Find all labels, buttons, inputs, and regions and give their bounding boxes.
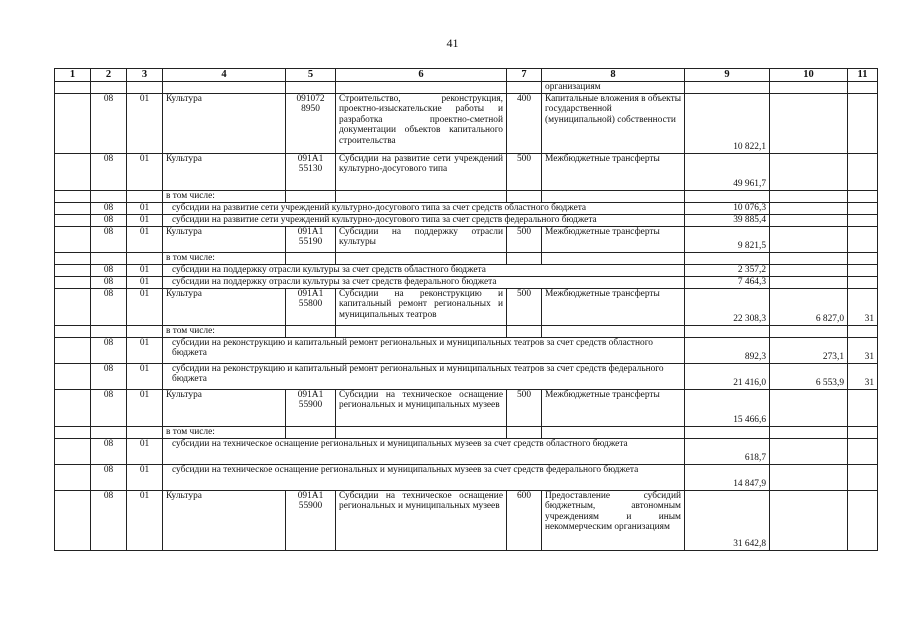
cell-sub-item: субсидии на развитие сети учреждений культурно-досугового типа за счет средств федерального бюджета	[163, 214, 685, 226]
cell-subsection: 01	[127, 389, 163, 426]
cell	[848, 93, 878, 153]
table-row	[55, 389, 878, 426]
cell-target-code: 091A1 55900	[286, 389, 336, 426]
cell	[770, 252, 848, 264]
cell-name: Культура	[163, 389, 286, 426]
cell-amount-col10: 273,1	[770, 337, 848, 363]
cell-name: Культура	[163, 288, 286, 325]
cell	[55, 264, 91, 276]
cell-description: Субсидии на реконструкцию и капитальный ремонт региональных и муниципальных театров	[336, 288, 507, 325]
cell-amount: 39 885,4	[685, 214, 770, 226]
cell	[848, 426, 878, 438]
cell	[55, 214, 91, 226]
cell	[336, 82, 507, 94]
cell	[55, 325, 91, 337]
cell-expense-type: Капитальные вложения в объекты государственной (муниципальной) собственности	[542, 93, 685, 153]
cell-col11: 31	[848, 363, 878, 389]
cell-amount: 7 464,3	[685, 276, 770, 288]
cell	[55, 226, 91, 252]
cell-section: 08	[91, 202, 127, 214]
table-row	[55, 276, 878, 288]
table-row	[55, 288, 878, 325]
column-header: 7	[507, 69, 542, 82]
cell	[55, 438, 91, 464]
cell	[542, 190, 685, 202]
cell	[848, 226, 878, 252]
cell-target-code: 091072 8950	[286, 93, 336, 153]
column-header: 2	[91, 69, 127, 82]
table-row	[55, 82, 878, 94]
cell	[848, 202, 878, 214]
cell-amount: 49 961,7	[685, 153, 770, 190]
cell	[770, 464, 848, 490]
cell-target-code: 091A1 55190	[286, 226, 336, 252]
cell-section: 08	[91, 363, 127, 389]
cell	[55, 426, 91, 438]
column-header: 9	[685, 69, 770, 82]
cell	[770, 426, 848, 438]
cell	[848, 82, 878, 94]
column-header: 5	[286, 69, 336, 82]
table-row	[55, 93, 878, 153]
cell	[507, 190, 542, 202]
cell-description: Субсидии на поддержку отрасли культуры	[336, 226, 507, 252]
cell-description: Субсидии на техническое оснащение региональных и муниципальных музеев	[336, 490, 507, 550]
cell-subsection: 01	[127, 288, 163, 325]
cell-amount: 21 416,0	[685, 363, 770, 389]
cell-sub-item: субсидии на реконструкцию и капитальный ремонт региональных и муниципальных театров за счет средств федерального бюджета	[163, 363, 685, 389]
cell	[507, 82, 542, 94]
cell-subsection: 01	[127, 226, 163, 252]
cell	[770, 82, 848, 94]
cell	[770, 490, 848, 550]
cell	[286, 325, 336, 337]
cell	[770, 325, 848, 337]
cell	[286, 252, 336, 264]
cell	[55, 82, 91, 94]
cell	[770, 226, 848, 252]
cell	[685, 190, 770, 202]
cell	[55, 288, 91, 325]
cell	[55, 276, 91, 288]
cell	[127, 190, 163, 202]
cell	[848, 252, 878, 264]
cell	[127, 82, 163, 94]
cell-amount: 892,3	[685, 337, 770, 363]
cell	[770, 389, 848, 426]
cell	[848, 389, 878, 426]
cell	[848, 438, 878, 464]
cell-description: Субсидии на развитие сети учреждений культурно-досугового типа	[336, 153, 507, 190]
cell-name: Культура	[163, 153, 286, 190]
cell-description: Строительство, реконструкция, проектно-изыскательские работы и разработка проектно-сметной документации объектов капитального строительства	[336, 93, 507, 153]
cell-col11: 31	[848, 288, 878, 325]
cell-subsection: 01	[127, 363, 163, 389]
cell	[163, 82, 286, 94]
cell	[848, 264, 878, 276]
column-header: 11	[848, 69, 878, 82]
cell-amount-col10: 6 827,0	[770, 288, 848, 325]
cell-target-code: 091A1 55800	[286, 288, 336, 325]
cell-expense-type: Предоставление субсидий бюджетным, автономным учреждениям и иным некоммерческим организациям	[542, 490, 685, 550]
cell-section: 08	[91, 464, 127, 490]
table-row	[55, 438, 878, 464]
cell-including-label: в том числе:	[163, 190, 286, 202]
page-number: 41	[446, 36, 459, 50]
cell	[55, 153, 91, 190]
table-row	[55, 202, 878, 214]
cell	[286, 82, 336, 94]
cell	[91, 325, 127, 337]
cell	[848, 276, 878, 288]
cell-subsection: 01	[127, 264, 163, 276]
cell	[685, 252, 770, 264]
cell	[336, 190, 507, 202]
cell-subsection: 01	[127, 153, 163, 190]
cell	[127, 252, 163, 264]
cell-amount: 2 357,2	[685, 264, 770, 276]
cell	[507, 325, 542, 337]
cell	[848, 464, 878, 490]
cell-section: 08	[91, 226, 127, 252]
cell	[55, 389, 91, 426]
column-header: 10	[770, 69, 848, 82]
cell	[55, 93, 91, 153]
cell	[55, 490, 91, 550]
cell-sub-item: субсидии на поддержку отрасли культуры за счет средств федерального бюджета	[163, 276, 685, 288]
table-row	[55, 264, 878, 276]
table-row	[55, 490, 878, 550]
cell-subsection: 01	[127, 276, 163, 288]
table-row	[55, 464, 878, 490]
header-row	[55, 69, 878, 82]
cell-target-code: 091A1 55130	[286, 153, 336, 190]
column-header: 1	[55, 69, 91, 82]
cell	[848, 153, 878, 190]
cell-section: 08	[91, 288, 127, 325]
cell-including-label: в том числе:	[163, 426, 286, 438]
table-row	[55, 426, 878, 438]
table-row	[55, 190, 878, 202]
cell	[848, 325, 878, 337]
cell-section: 08	[91, 490, 127, 550]
cell	[127, 426, 163, 438]
column-header: 6	[336, 69, 507, 82]
cell-expense-type: Межбюджетные трансферты	[542, 153, 685, 190]
cell-description: Субсидии на техническое оснащение региональных и муниципальных музеев	[336, 389, 507, 426]
cell	[542, 426, 685, 438]
cell-subsection: 01	[127, 337, 163, 363]
cell	[55, 464, 91, 490]
cell-expense-code: 500	[507, 389, 542, 426]
cell	[55, 363, 91, 389]
cell-sub-item: субсидии на поддержку отрасли культуры за счет средств областного бюджета	[163, 264, 685, 276]
cell-section: 08	[91, 93, 127, 153]
cell	[55, 252, 91, 264]
cell-expense-code: 400	[507, 93, 542, 153]
table-row	[55, 153, 878, 190]
cell	[127, 325, 163, 337]
cell	[542, 325, 685, 337]
cell	[770, 264, 848, 276]
table-row	[55, 325, 878, 337]
cell-name: Культура	[163, 226, 286, 252]
cell	[770, 214, 848, 226]
table-row	[55, 337, 878, 363]
cell	[848, 490, 878, 550]
table-row	[55, 214, 878, 226]
cell-amount: 9 821,5	[685, 226, 770, 252]
cell-expense-code: 500	[507, 153, 542, 190]
cell-subsection: 01	[127, 93, 163, 153]
cell-subsection: 01	[127, 490, 163, 550]
cell-expense-code: 500	[507, 288, 542, 325]
cell-sub-item: субсидии на развитие сети учреждений культурно-досугового типа за счет средств областного бюджета	[163, 202, 685, 214]
cell-amount: 15 466,6	[685, 389, 770, 426]
cell	[55, 190, 91, 202]
cell-section: 08	[91, 264, 127, 276]
cell	[91, 190, 127, 202]
cell-expense-type: Межбюджетные трансферты	[542, 389, 685, 426]
cell-section: 08	[91, 276, 127, 288]
cell-expense-type: организациям	[542, 82, 685, 94]
cell	[770, 190, 848, 202]
cell	[507, 426, 542, 438]
cell-expense-code: 500	[507, 226, 542, 252]
table-row	[55, 226, 878, 252]
budget-table	[54, 68, 878, 551]
cell-target-code: 091A1 55900	[286, 490, 336, 550]
cell	[848, 214, 878, 226]
cell	[542, 252, 685, 264]
cell-section: 08	[91, 337, 127, 363]
cell-section: 08	[91, 153, 127, 190]
cell-sub-item: субсидии на техническое оснащение региональных и муниципальных музеев за счет средств федерального бюджета	[163, 464, 685, 490]
cell	[336, 325, 507, 337]
cell-amount: 10 822,1	[685, 93, 770, 153]
cell-expense-type: Межбюджетные трансферты	[542, 226, 685, 252]
cell	[770, 438, 848, 464]
cell-including-label: в том числе:	[163, 325, 286, 337]
table-row	[55, 252, 878, 264]
cell-expense-code: 600	[507, 490, 542, 550]
cell	[55, 337, 91, 363]
cell	[685, 426, 770, 438]
cell-subsection: 01	[127, 214, 163, 226]
cell-amount: 10 076,3	[685, 202, 770, 214]
cell-amount-col10: 6 553,9	[770, 363, 848, 389]
cell-amount: 31 642,8	[685, 490, 770, 550]
cell-sub-item: субсидии на реконструкцию и капитальный ремонт региональных и муниципальных театров за счет средств областного бюджета	[163, 337, 685, 363]
cell-amount: 22 308,3	[685, 288, 770, 325]
cell-section: 08	[91, 214, 127, 226]
cell	[336, 426, 507, 438]
cell	[91, 426, 127, 438]
cell-section: 08	[91, 389, 127, 426]
column-header: 8	[542, 69, 685, 82]
cell-subsection: 01	[127, 464, 163, 490]
cell	[685, 82, 770, 94]
cell-col11: 31	[848, 337, 878, 363]
cell-amount: 14 847,9	[685, 464, 770, 490]
cell	[91, 252, 127, 264]
cell	[770, 93, 848, 153]
table-row	[55, 363, 878, 389]
cell	[91, 82, 127, 94]
column-header: 3	[127, 69, 163, 82]
cell	[286, 190, 336, 202]
cell-subsection: 01	[127, 202, 163, 214]
cell	[848, 190, 878, 202]
cell	[55, 202, 91, 214]
cell-section: 08	[91, 438, 127, 464]
cell	[286, 426, 336, 438]
cell	[685, 325, 770, 337]
cell-name: Культура	[163, 490, 286, 550]
cell-subsection: 01	[127, 438, 163, 464]
cell-amount: 618,7	[685, 438, 770, 464]
cell	[770, 153, 848, 190]
cell	[507, 252, 542, 264]
cell	[770, 202, 848, 214]
cell	[770, 276, 848, 288]
cell	[336, 252, 507, 264]
cell-including-label: в том числе:	[163, 252, 286, 264]
cell-expense-type: Межбюджетные трансферты	[542, 288, 685, 325]
column-header: 4	[163, 69, 286, 82]
cell-name: Культура	[163, 93, 286, 153]
cell-sub-item: субсидии на техническое оснащение региональных и муниципальных музеев за счет средств областного бюджета	[163, 438, 685, 464]
